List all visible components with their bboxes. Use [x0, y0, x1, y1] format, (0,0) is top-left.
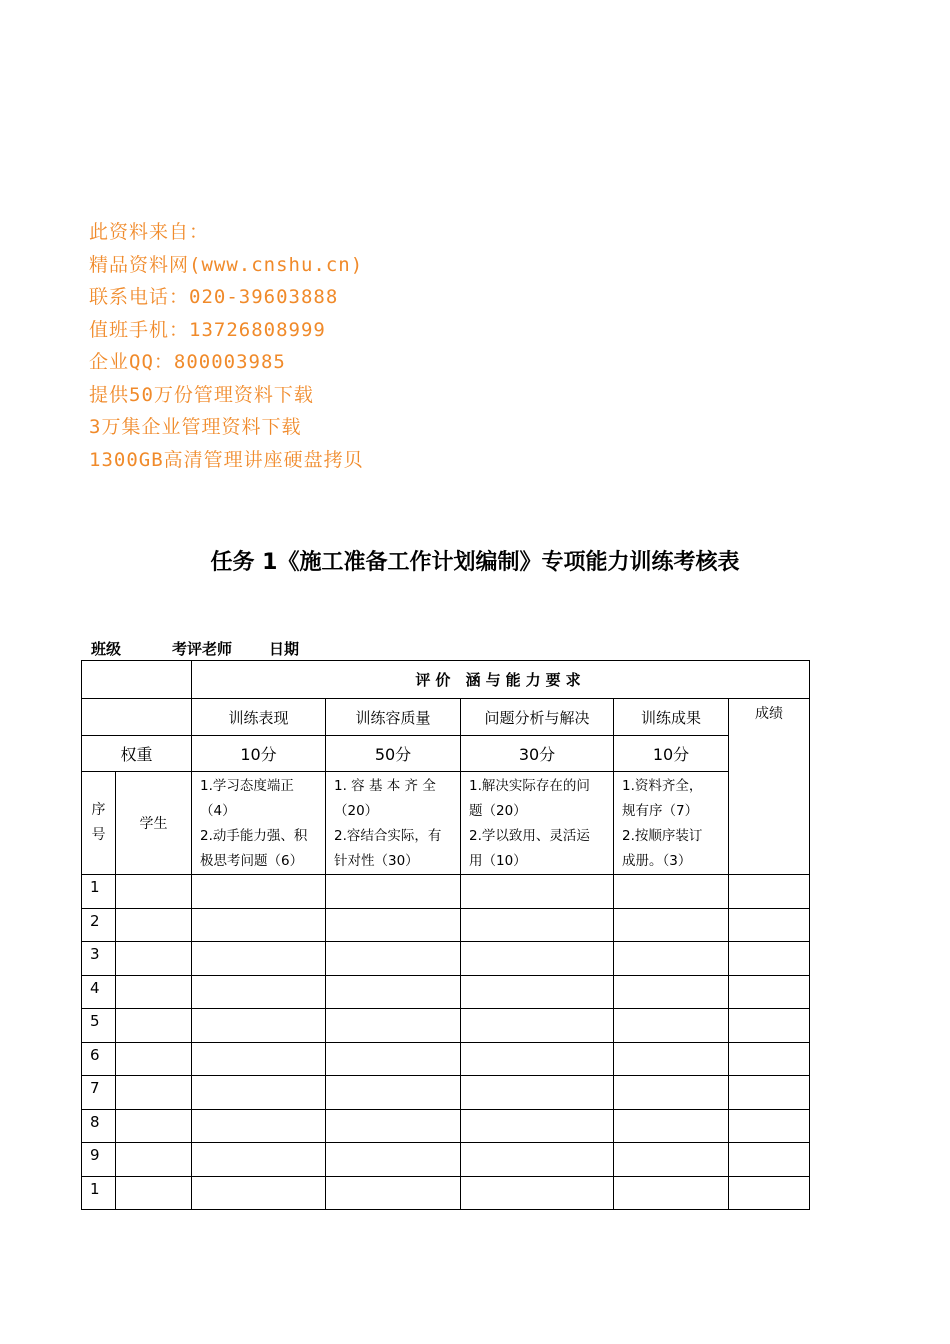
promo-line: 3万集企业管理资料下载 — [89, 416, 302, 438]
score-cell[interactable] — [614, 942, 729, 976]
student-cell[interactable] — [116, 1076, 192, 1110]
weight-cell: 10分 — [192, 736, 326, 772]
score-cell[interactable] — [326, 1042, 461, 1076]
total-cell[interactable] — [729, 942, 810, 976]
criteria-line: 针对性（30） — [334, 853, 419, 869]
total-cell[interactable] — [729, 875, 810, 909]
score-cell[interactable] — [461, 875, 614, 909]
class-label: 班级 — [91, 640, 122, 658]
weight-label: 权重 — [82, 736, 192, 772]
student-cell[interactable] — [116, 1042, 192, 1076]
criteria-line: 1. 容 基 本 齐 全 — [334, 778, 436, 794]
score-cell[interactable] — [614, 908, 729, 942]
total-cell[interactable] — [729, 1176, 810, 1210]
table-row — [82, 1109, 810, 1143]
score-cell[interactable] — [326, 1109, 461, 1143]
seq-header-char: 序 — [91, 802, 106, 818]
row-number: 9 — [82, 1143, 116, 1177]
table-row — [82, 1042, 810, 1076]
score-cell[interactable] — [192, 1009, 326, 1043]
total-cell[interactable] — [729, 1109, 810, 1143]
score-cell[interactable] — [614, 1176, 729, 1210]
total-cell[interactable] — [729, 1009, 810, 1043]
score-cell[interactable] — [192, 1109, 326, 1143]
total-cell[interactable] — [729, 1076, 810, 1110]
criteria-line: 1.资料齐全， — [622, 778, 703, 794]
criteria-line: （4） — [200, 803, 236, 819]
score-cell[interactable] — [326, 908, 461, 942]
table-row — [82, 1143, 810, 1177]
score-cell[interactable] — [461, 975, 614, 1009]
total-cell[interactable] — [729, 975, 810, 1009]
promo-line: 提供50万份管理资料下载 — [89, 383, 314, 406]
criteria-line: 2.按顺序装订 — [622, 828, 703, 844]
form-meta — [91, 638, 299, 659]
score-cell[interactable] — [614, 875, 729, 909]
criteria-line: 极思考问题（6） — [200, 853, 304, 869]
row-number: 6 — [82, 1042, 116, 1076]
row-number: 1 — [82, 1176, 116, 1210]
header-empty-cell — [82, 661, 192, 699]
promo-line: 1300GB高清管理讲座硬盘拷贝 — [89, 448, 364, 471]
score-cell[interactable] — [614, 1009, 729, 1043]
category-cell: 训练表现 — [192, 699, 326, 736]
score-cell[interactable] — [192, 908, 326, 942]
criteria-line: 2.容结合实际，有 — [334, 828, 442, 844]
table-row — [82, 1076, 810, 1110]
student-cell[interactable] — [116, 875, 192, 909]
score-cell[interactable] — [192, 975, 326, 1009]
score-cell[interactable] — [326, 975, 461, 1009]
score-cell[interactable] — [461, 1009, 614, 1043]
promo-line: 精品资料网(www.cnshu.cn) — [89, 253, 364, 276]
score-cell[interactable] — [326, 875, 461, 909]
score-cell[interactable] — [326, 1143, 461, 1177]
criteria-cell — [461, 772, 614, 875]
table-row — [82, 1176, 810, 1210]
category-cell: 训练容质量 — [326, 699, 461, 736]
promo-line: 此资料来自： — [89, 221, 210, 243]
category-empty-cell — [82, 699, 192, 736]
score-cell[interactable] — [326, 1176, 461, 1210]
criteria-cell — [326, 772, 461, 875]
score-cell[interactable] — [192, 942, 326, 976]
seq-header-char: 号 — [91, 827, 106, 843]
student-cell[interactable] — [116, 908, 192, 942]
table-row — [82, 1009, 810, 1043]
score-cell[interactable] — [192, 1042, 326, 1076]
student-cell[interactable] — [116, 1009, 192, 1043]
criteria-line: 2.动手能力强、积 — [200, 828, 308, 844]
criteria-line: 成册。（3） — [622, 853, 692, 869]
category-row — [82, 699, 810, 736]
weight-cell: 10分 — [614, 736, 729, 772]
criteria-cell — [192, 772, 326, 875]
score-cell[interactable] — [461, 942, 614, 976]
score-cell[interactable] — [614, 1143, 729, 1177]
criteria-line: 1.学习态度端正 — [200, 778, 294, 794]
row-number: 7 — [82, 1076, 116, 1110]
student-header: 学生 — [116, 772, 192, 875]
criteria-line: 用（10） — [469, 853, 527, 869]
criteria-line: 题（20） — [469, 803, 527, 819]
total-cell[interactable] — [729, 1042, 810, 1076]
total-cell[interactable] — [729, 908, 810, 942]
assessment-table — [81, 660, 810, 1210]
criteria-row — [82, 772, 810, 875]
score-header: 成绩 — [729, 699, 810, 875]
student-cell[interactable] — [116, 942, 192, 976]
score-cell[interactable] — [326, 1009, 461, 1043]
score-cell[interactable] — [192, 1076, 326, 1110]
student-cell[interactable] — [116, 1109, 192, 1143]
promo-block — [89, 216, 364, 476]
total-cell[interactable] — [729, 1143, 810, 1177]
score-cell[interactable] — [461, 1076, 614, 1110]
seq-header — [82, 772, 116, 875]
criteria-line: （20） — [334, 803, 379, 819]
promo-line: 企业QQ：800003985 — [89, 351, 286, 373]
table-row — [82, 975, 810, 1009]
score-cell[interactable] — [326, 1076, 461, 1110]
table-row — [82, 942, 810, 976]
weight-row — [82, 736, 810, 772]
criteria-line: 1.解决实际存在的问 — [469, 778, 590, 794]
score-cell[interactable] — [326, 942, 461, 976]
criteria-cell — [614, 772, 729, 875]
score-cell[interactable] — [461, 1143, 614, 1177]
page-title: 任务 1《施工准备工作计划编制》专项能力训练考核表 — [210, 550, 740, 575]
score-cell[interactable] — [192, 1176, 326, 1210]
student-cell[interactable] — [116, 1143, 192, 1177]
row-number: 8 — [82, 1109, 116, 1143]
category-cell: 训练成果 — [614, 699, 729, 736]
criteria-line: 规有序（7） — [622, 803, 699, 819]
criteria-line: 2.学以致用、灵活运 — [469, 828, 590, 844]
row-number: 4 — [82, 975, 116, 1009]
score-cell[interactable] — [461, 1042, 614, 1076]
table-row — [82, 875, 810, 909]
score-cell[interactable] — [614, 975, 729, 1009]
row-number: 2 — [82, 908, 116, 942]
table-header: 评价 涵与能力要求 — [192, 661, 810, 699]
score-cell[interactable] — [614, 1076, 729, 1110]
row-number: 1 — [82, 875, 116, 909]
row-number: 5 — [82, 1009, 116, 1043]
weight-cell: 30分 — [461, 736, 614, 772]
score-cell[interactable] — [614, 1042, 729, 1076]
table-row — [82, 908, 810, 942]
table-header-row — [82, 661, 810, 699]
score-cell[interactable] — [192, 1143, 326, 1177]
weight-cell: 50分 — [326, 736, 461, 772]
score-cell[interactable] — [614, 1109, 729, 1143]
score-cell[interactable] — [192, 875, 326, 909]
score-cell[interactable] — [461, 1176, 614, 1210]
row-number: 3 — [82, 942, 116, 976]
teacher-label: 考评老师 — [172, 640, 233, 658]
student-cell[interactable] — [116, 975, 192, 1009]
date-label: 日期 — [269, 640, 300, 658]
score-cell[interactable] — [461, 1109, 614, 1143]
student-cell[interactable] — [116, 1176, 192, 1210]
promo-line: 联系电话：020-39603888 — [89, 286, 339, 308]
category-cell: 问题分析与解决 — [461, 699, 614, 736]
score-cell[interactable] — [461, 908, 614, 942]
promo-line: 值班手机：13726808999 — [89, 318, 326, 341]
